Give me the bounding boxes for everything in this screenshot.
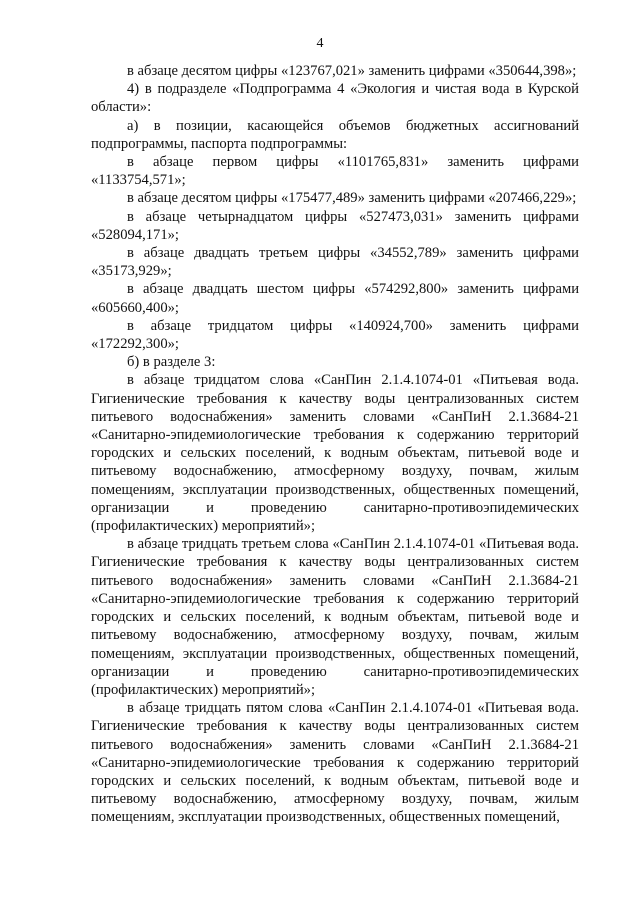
paragraph: б) в разделе 3: [127,354,216,371]
paragraph: в абзаце тридцать пятом слова «СанПин 2.1.4.1074-01 «Питьевая вода. Гигиенические требования к качеству воды централизованных систем питьевого водоснабжения» заменить словами «СанПиН 2.1.3684-21 «Санитарно-эпидемиологические требования к содержанию территорий городских и сельских поселений, к водным объектам, питьевой воде и питьевому водоснабжению, атмосферному воздуху, почвам, жилым помещениям, эксплуатации производственных, общественных помещений, [91,700,579,826]
paragraph: в абзаце двадцать третьем цифры «34552,789» заменить цифрами «35173,929»; [91,245,579,280]
paragraph: а) в позиции, касающейся объемов бюджетных ассигнований подпрограммы, паспорта подпрограммы: [91,117,579,152]
paragraph: в абзаце десятом цифры «175477,489» заменить цифрами «207466,229»; [127,190,577,207]
paragraph: в абзаце тридцатом слова «СанПин 2.1.4.1074-01 «Питьевая вода. Гигиенические требования к качеству воды централизованных систем питьевого водоснабжения» заменить словами «СанПиН 2.1.3684-21 «Санитарно-эпидемиологические требования к содержанию территорий городских и сельских поселений, к водным объектам, питьевой воде и питьевому водоснабжению, атмосферному воздуху, почвам, жилым помещениям, эксплуатации производственных, общественных помещений, организации и проведению санитарно-противоэпидемических (профилактических) мероприятий»; [91,372,579,535]
page-number: 4 [316,36,324,51]
paragraph: в абзаце четырнадцатом цифры «527473,031» заменить цифрами «528094,171»; [91,208,579,243]
paragraph: в абзаце десятом цифры «123767,021» заменить цифрами «350644,398»; [127,63,577,79]
paragraph: в абзаце тридцатом цифры «140924,700» заменить цифрами «172292,300»; [91,317,579,353]
paragraph: в абзаце первом цифры «1101765,831» заменить цифрами «1133754,571»; [91,154,579,189]
paragraph: в абзаце тридцать третьем слова «СанПин 2.1.4.1074-01 «Питьевая вода. Гигиенические требования к качеству воды централизованных систем питьевого водоснабжения» заменить словами «СанПиН 2.1.3684-21 «Санитарно-эпидемиологические требования к содержанию территорий городских и сельских поселений, к водным объектам, питьевой воде и питьевому водоснабжению, атмосферному воздуху, почвам, жилым помещениям, эксплуатации производственных, общественных помещений, организации и проведению санитарно-противоэпидемических (профилактических) мероприятий»; [91,536,579,698]
paragraph: в абзаце двадцать шестом цифры «574292,800» заменить цифрами «605660,400»; [91,281,579,316]
paragraph: 4) в подразделе «Подпрограмма 4 «Экология и чистая вода в Курской области»: [91,81,579,116]
document-body [91,62,579,827]
